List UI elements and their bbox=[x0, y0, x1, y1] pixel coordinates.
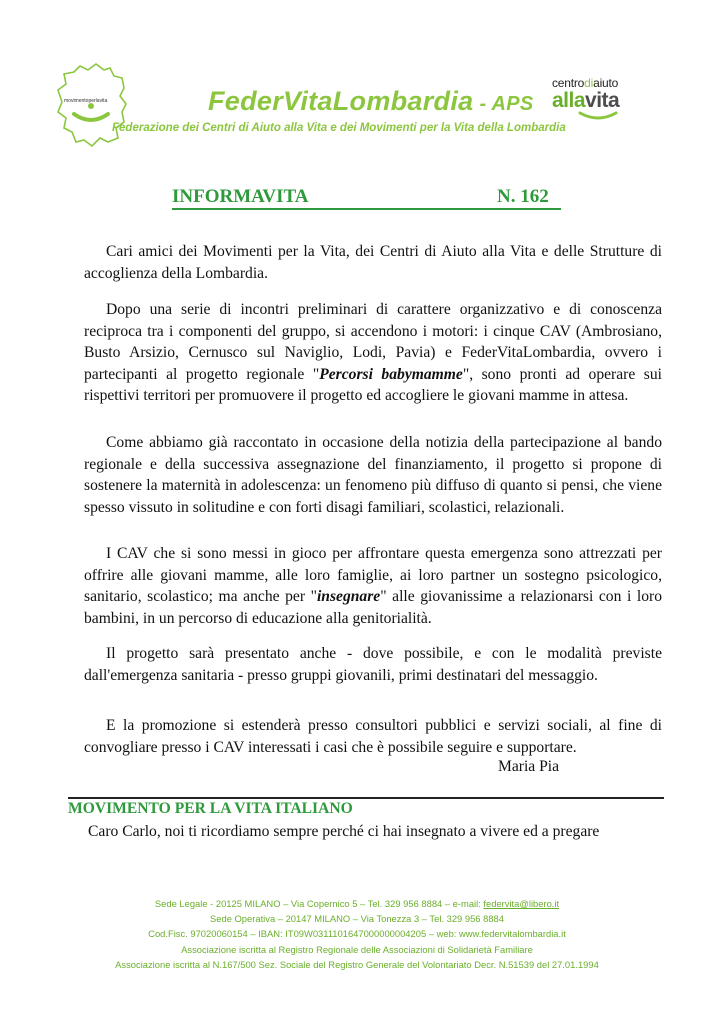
section-divider bbox=[68, 797, 664, 799]
footer-fiscal-info: Cod.Fisc. 97020060154 – IBAN: IT09W0311101647000000004205 – web: www.federvitalombardia.it bbox=[148, 928, 566, 940]
letter-paragraph-5: Il progetto sarà presentato anche - dove possibile, e con le modalità previste dall'emergenza sanitaria - presso gruppi giovanili, primi destinatari del messaggio. bbox=[84, 645, 662, 684]
mpv-section-text: Caro Carlo, noi ti ricordiamo sempre perché ci hai insegnato a vivere ed a pregare bbox=[88, 823, 600, 840]
cav-logo-line2: allavita bbox=[552, 89, 620, 112]
project-name: Percorsi babymamme bbox=[319, 365, 463, 383]
signature: Maria Pia bbox=[498, 758, 560, 775]
lombardia-region-logo bbox=[52, 62, 130, 148]
mpv-section-title: MOVIMENTO PER LA VITA ITALIANO bbox=[68, 800, 353, 817]
footer-operative-address: Sede Operativa – 20147 MILANO – Via Tonezza 3 – Tel. 329 956 8884 bbox=[210, 913, 504, 925]
org-subtitle: Federazione dei Centri di Aiuto alla Vita e dei Movimenti per la Vita della Lombardia bbox=[112, 122, 566, 134]
region-logo-label: movimentoperlavita bbox=[64, 98, 108, 104]
org-name: FederVitaLombardia - APS bbox=[208, 86, 534, 116]
newsletter-number: N. 162 bbox=[497, 186, 549, 207]
footer-registry-1: Associazione iscritta al Registro Regionale delle Associazioni di Solidarietà Familiare bbox=[181, 943, 533, 955]
cav-logo-line1: centrodiaiuto bbox=[552, 76, 619, 90]
letterhead bbox=[0, 0, 714, 160]
footer-registry-2: Associazione iscritta al N.167/500 Sez. Sociale del Registro Generale del Volontariato Decr. N.51539 del 27.01.1994 bbox=[115, 958, 599, 970]
letter-paragraph-4: I CAV che si sono messi in gioco per affrontare questa emergenza sono attrezzati per offrire alle giovani mamme, alle loro famiglie, ai loro partner un sostegno psicologico, sanitario, scolastico; ma anche per "insegnare" alle giovanissime a relazionarsi con i loro bambini, in un percorso di educazione alla genitorialità. bbox=[84, 545, 662, 627]
emphasis-insegnare: insegnare bbox=[316, 588, 381, 605]
cav-logo bbox=[552, 76, 662, 120]
letter-paragraph-2: Dopo una serie di incontri preliminari di carattere organizzativo e di conoscenza reciproca tra i componenti del gruppo, si accendono i motori: i cinque CAV (Ambrosiano, Busto Arsizio, Cernusco sul Naviglio, Lodi, Pavia) e FederVitaLombardia, ovvero i partecipanti al progetto regionale "Percorsi babymamme", sono pronti ad operare sui rispettivi territori per promuovere il progetto ed accogliere le giovani mamme in attesa. bbox=[84, 301, 662, 404]
org-suffix: - APS bbox=[479, 93, 534, 115]
letter-paragraph-1: Cari amici dei Movimenti per la Vita, dei Centri di Aiuto alla Vita e delle Strutture di accoglienza della Lombardia. bbox=[84, 243, 662, 282]
footer bbox=[0, 896, 714, 972]
smile-icon bbox=[578, 111, 618, 121]
newsletter-title: INFORMAVITA bbox=[172, 186, 309, 207]
title-underline bbox=[172, 208, 561, 210]
footer-email-link[interactable]: federvita@libero.it bbox=[483, 898, 560, 909]
footer-legal-address: Sede Legale - 20125 MILANO – Via Copernico 5 – Tel. 329 956 8884 – e-mail: federvita@libero.it bbox=[154, 898, 560, 909]
letter-paragraph-3: Come abbiamo già raccontato in occasione della notizia della partecipazione al bando regionale e della successiva assegnazione del finanziamento, il progetto si propone di sostenere la maternità in adolescenza: un fenomeno più diffuso di quanto si pensi, che viene spesso vissuto in solitudine e con forti disagi familiari, scolastici, relazionali. bbox=[84, 434, 662, 516]
letter-paragraph-6: E la promozione si estenderà presso consultori pubblici e servizi sociali, al fine di convogliare presso i CAV interessati i casi che è possibile seguire e supportare. bbox=[84, 717, 662, 756]
